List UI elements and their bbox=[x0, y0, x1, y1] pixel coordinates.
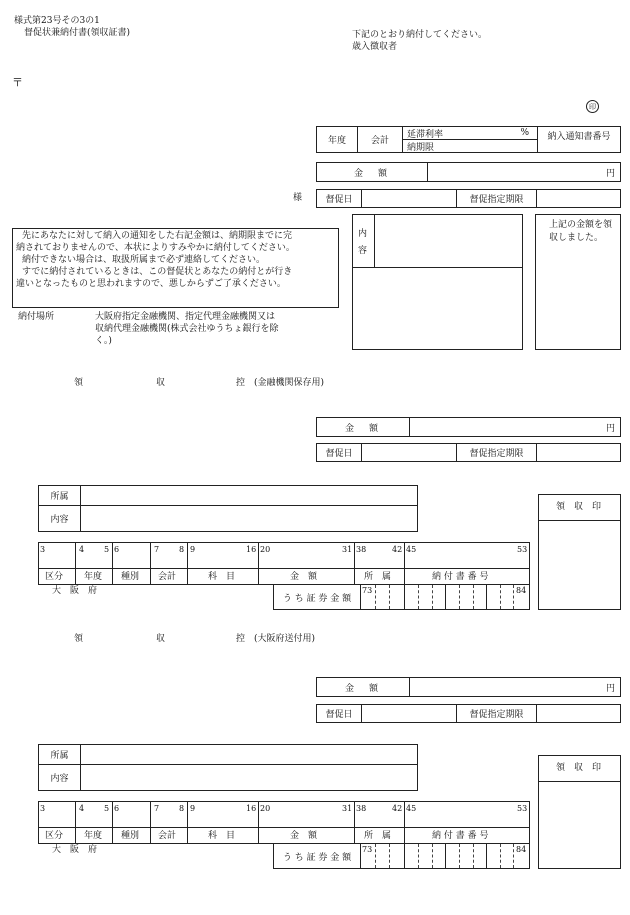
pos-84: 84 bbox=[516, 586, 527, 595]
form-number: 様式第23号その3の1 bbox=[14, 16, 100, 26]
code-col-line bbox=[187, 801, 188, 844]
shoken-label: う ち 証 券 金 額 bbox=[282, 852, 352, 863]
tokusoku-bi-cell bbox=[316, 189, 362, 208]
pos-73: 73 bbox=[362, 845, 373, 854]
code-col-line bbox=[404, 801, 405, 844]
osaka-label: 大 阪 府 bbox=[52, 845, 98, 855]
digit-divider bbox=[500, 585, 501, 609]
yen-label: 円 bbox=[605, 423, 615, 434]
tokusoku-bi-cell bbox=[316, 704, 362, 723]
kaikei-label: 会計 bbox=[370, 136, 389, 146]
head-shozoku: 所 属 bbox=[364, 572, 392, 582]
pos-9: 9 bbox=[190, 804, 196, 813]
digit-divider bbox=[513, 585, 514, 609]
kingaku-label: 金 額 bbox=[353, 168, 390, 179]
digit-divider bbox=[473, 844, 474, 868]
pos-73: 73 bbox=[362, 586, 373, 595]
pos-20: 20 bbox=[260, 804, 271, 813]
naiyo-label: 内容 bbox=[358, 229, 368, 257]
tokusoku-shitei-cell bbox=[456, 704, 537, 723]
pos-7: 7 bbox=[154, 545, 160, 554]
head-kaikei: 会計 bbox=[158, 831, 177, 841]
digit-divider bbox=[513, 844, 514, 868]
notice-line-1: 先にあなたに対して納入の通知をした右記金額は、納期限までに完 bbox=[22, 231, 293, 241]
head-nendo: 年度 bbox=[84, 572, 103, 582]
pos-8: 8 bbox=[179, 545, 185, 554]
kingaku-label-cell bbox=[316, 162, 428, 182]
enchi-riritsu-cell bbox=[402, 126, 538, 140]
digit-divider bbox=[389, 844, 390, 868]
sama-label: 様 bbox=[293, 193, 303, 203]
hika-char: 控 bbox=[236, 634, 246, 644]
pos-84: 84 bbox=[516, 845, 527, 854]
place-line-2: 収納代理金融機関(株式会社ゆうちょ銀行を除 bbox=[95, 324, 279, 334]
naiyo-cell bbox=[38, 764, 81, 791]
received-text: 上記の金額を領収しました。 bbox=[549, 220, 613, 244]
digit-divider bbox=[375, 585, 376, 609]
shu-char: 収 bbox=[156, 378, 166, 388]
stamp-label: 領 収 印 bbox=[556, 763, 602, 773]
digit-divider bbox=[418, 585, 419, 609]
pos-42: 42 bbox=[392, 804, 403, 813]
head-nendo: 年度 bbox=[84, 831, 103, 841]
shozoku-value bbox=[80, 744, 418, 765]
tokusoku-bi-value bbox=[361, 704, 457, 723]
shozoku-cell bbox=[38, 744, 81, 765]
head-kubun: 区分 bbox=[45, 831, 64, 841]
pos-45: 45 bbox=[406, 545, 417, 554]
tokusoku-shitei-cell bbox=[456, 189, 537, 208]
tokusoku-bi-label: 督促日 bbox=[325, 449, 353, 459]
naiyo-label: 内容 bbox=[50, 515, 69, 525]
head-kingaku: 金 額 bbox=[290, 572, 318, 582]
shozoku-label: 所属 bbox=[50, 751, 69, 761]
nouki-cell bbox=[402, 139, 538, 153]
pos-3: 3 bbox=[40, 545, 46, 554]
shu-char: 収 bbox=[156, 634, 166, 644]
pos-8: 8 bbox=[179, 804, 185, 813]
shoken-divider bbox=[445, 584, 446, 610]
kingaku-label-cell bbox=[316, 677, 410, 697]
tokusoku-shitei-value bbox=[536, 704, 621, 723]
head-kaikei: 会計 bbox=[158, 572, 177, 582]
pos-5: 5 bbox=[104, 804, 110, 813]
shoken-divider bbox=[486, 584, 487, 610]
pos-38: 38 bbox=[356, 804, 367, 813]
yen-label: 円 bbox=[605, 168, 615, 179]
naiyo-label: 内容 bbox=[50, 774, 69, 784]
digit-divider bbox=[432, 585, 433, 609]
kingaku-value-cell bbox=[427, 162, 621, 182]
shoken-divider bbox=[486, 843, 487, 869]
code-col-line bbox=[75, 801, 76, 844]
head-shubetsu: 種別 bbox=[121, 831, 140, 841]
pos-16: 16 bbox=[246, 545, 257, 554]
ryo-char: 領 bbox=[74, 378, 84, 388]
shoken-label-cell bbox=[273, 843, 361, 869]
digit-divider bbox=[459, 585, 460, 609]
tokusoku-shitei-label: 督促指定期限 bbox=[469, 710, 524, 720]
head-bango: 納 付 書 番 号 bbox=[432, 572, 489, 582]
kaikei-cell bbox=[357, 126, 403, 153]
shoken-label-cell bbox=[273, 584, 361, 610]
digit-divider bbox=[418, 844, 419, 868]
pos-3: 3 bbox=[40, 804, 46, 813]
digit-divider bbox=[459, 844, 460, 868]
tokusoku-bi-label: 督促日 bbox=[325, 195, 353, 205]
tokusoku-shitei-label: 督促指定期限 bbox=[469, 195, 524, 205]
head-kamoku: 科 目 bbox=[208, 572, 236, 582]
tokusoku-bi-value bbox=[361, 189, 457, 208]
postal-mark: 〒 bbox=[12, 76, 23, 89]
instruction-text: 下記のとおり納付してください。 bbox=[352, 30, 488, 40]
nounyu-no-label: 納入通知書番号 bbox=[547, 132, 611, 142]
head-bango: 納 付 書 番 号 bbox=[432, 831, 489, 841]
nendo-label: 年度 bbox=[327, 136, 346, 146]
notice-line-4: すでに納付されているときは、この督促状とあなたの納付とが行き bbox=[22, 267, 293, 277]
pos-7: 7 bbox=[154, 804, 160, 813]
ryo-char: 領 bbox=[74, 634, 84, 644]
pos-53: 53 bbox=[517, 545, 528, 554]
nouki-label: 納期限 bbox=[407, 142, 435, 153]
osaka-label: 大 阪 府 bbox=[52, 586, 98, 596]
tokusoku-shitei-label: 督促指定期限 bbox=[469, 449, 524, 459]
yen-label: 円 bbox=[605, 683, 615, 694]
form-title: 督促状兼納付書(領収証書) bbox=[24, 28, 131, 38]
code-col-line bbox=[354, 801, 355, 844]
shoken-divider bbox=[445, 843, 446, 869]
purpose-label: (大阪府送付用) bbox=[254, 634, 316, 644]
pos-31: 31 bbox=[342, 545, 353, 554]
notice-line-3: 納付できない場合は、取扱所属まで必ず連絡してください。 bbox=[22, 255, 266, 265]
head-kubun: 区分 bbox=[45, 572, 64, 582]
shozoku-label: 所属 bbox=[50, 492, 69, 502]
head-kingaku: 金 額 bbox=[290, 831, 318, 841]
code-col-line bbox=[150, 801, 151, 844]
notice-line-2: 納されておりませんので、本状によりすみやかに納付してください。 bbox=[16, 243, 295, 253]
digit-divider bbox=[500, 844, 501, 868]
seal-icon: 印 bbox=[586, 100, 599, 113]
shoken-label: う ち 証 券 金 額 bbox=[282, 593, 352, 604]
hika-char: 控 bbox=[236, 378, 246, 388]
pos-5: 5 bbox=[104, 545, 110, 554]
section-prefecture-copy bbox=[0, 259, 630, 863]
pos-38: 38 bbox=[356, 545, 367, 554]
pos-9: 9 bbox=[190, 545, 196, 554]
digit-divider bbox=[389, 585, 390, 609]
kingaku-label: 金 額 bbox=[344, 423, 381, 434]
head-shubetsu: 種別 bbox=[121, 572, 140, 582]
shoken-divider bbox=[404, 584, 405, 610]
stamp-label: 領 収 印 bbox=[556, 502, 602, 512]
notice-line-5: 違いとなったものと思われますので、悪しからずご了承ください。 bbox=[16, 279, 286, 289]
place-line-1: 大阪府指定金融機関、指定代理金融機関又は bbox=[95, 312, 276, 322]
pos-6: 6 bbox=[114, 804, 120, 813]
collector-label: 歳入徴収者 bbox=[352, 42, 398, 52]
pos-4: 4 bbox=[79, 545, 85, 554]
kingaku-label: 金 額 bbox=[344, 683, 381, 694]
nendo-cell bbox=[316, 126, 358, 153]
head-kamoku: 科 目 bbox=[208, 831, 236, 841]
pos-4: 4 bbox=[79, 804, 85, 813]
digit-divider bbox=[375, 844, 376, 868]
pos-20: 20 bbox=[260, 545, 271, 554]
place-label: 納付場所 bbox=[18, 312, 55, 322]
pos-16: 16 bbox=[246, 804, 257, 813]
digit-divider bbox=[432, 844, 433, 868]
enchi-riritsu-label: 延滞利率 bbox=[407, 129, 444, 140]
code-col-line bbox=[258, 801, 259, 844]
code-col-line bbox=[112, 801, 113, 844]
tokusoku-shitei-value bbox=[536, 189, 621, 208]
head-shozoku: 所 属 bbox=[364, 831, 392, 841]
place-line-3: く。) bbox=[95, 336, 112, 346]
pos-53: 53 bbox=[517, 804, 528, 813]
pos-6: 6 bbox=[114, 545, 120, 554]
nounyu-no-cell bbox=[537, 126, 621, 153]
pos-42: 42 bbox=[392, 545, 403, 554]
kingaku-value-cell bbox=[409, 677, 621, 697]
pos-31: 31 bbox=[342, 804, 353, 813]
digit-divider bbox=[473, 585, 474, 609]
pos-45: 45 bbox=[406, 804, 417, 813]
naiyo-value bbox=[80, 764, 418, 791]
purpose-label: (金融機関保存用) bbox=[254, 378, 325, 388]
percent-label: % bbox=[520, 128, 529, 138]
shoken-divider bbox=[404, 843, 405, 869]
tokusoku-bi-label: 督促日 bbox=[325, 710, 353, 720]
